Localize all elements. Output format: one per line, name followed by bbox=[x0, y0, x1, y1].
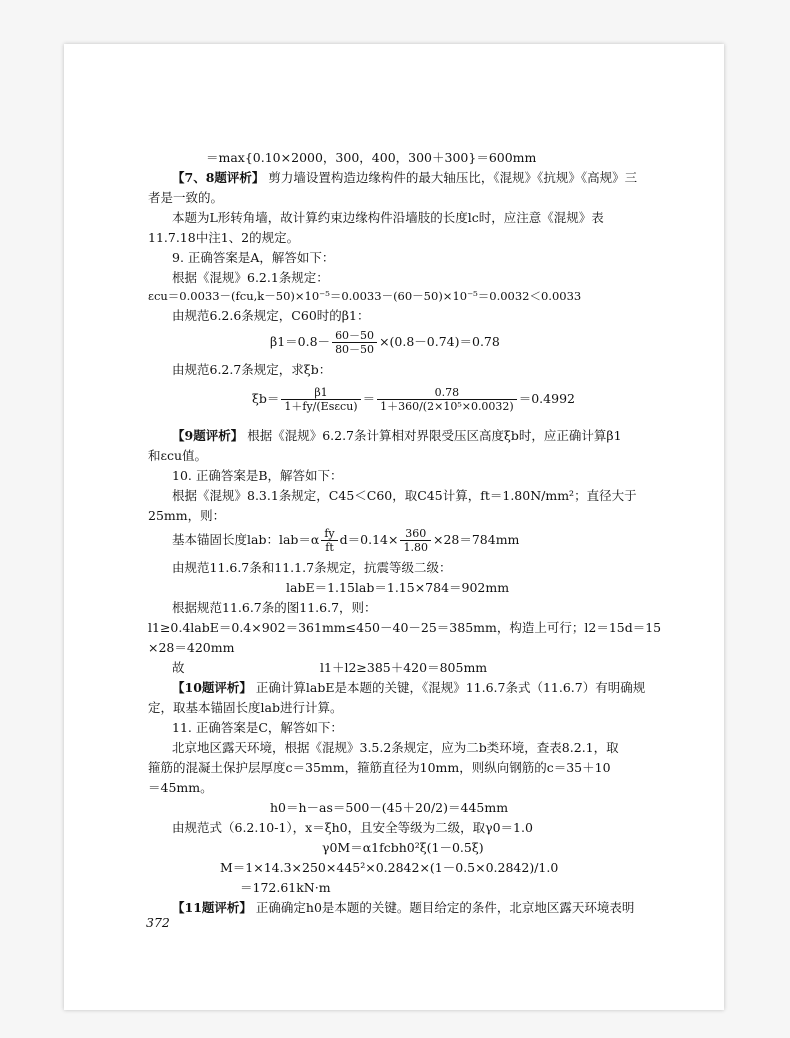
text-line: 根据《混规》8.3.1条规定，C45＜C60，取C45计算，ft＝1.80N/mm²；直径大于 bbox=[172, 488, 637, 503]
page-number: 372 bbox=[146, 915, 170, 930]
text-line: 根据规范11.6.7条的图11.6.7，则： bbox=[172, 600, 377, 615]
text-line: 和εcu值。 bbox=[148, 448, 208, 463]
answer-heading: 9. 正确答案是A，解答如下： bbox=[172, 250, 335, 265]
formula-line: h0＝h－as＝500－(45＋20/2)＝445mm bbox=[270, 800, 509, 815]
fraction: $\frac{\beta 1}{\text{1＋fy/(Esεcu)}}$ bbox=[281, 386, 360, 413]
formula-line: labE＝1.15lab＝1.15×784＝902mm bbox=[286, 580, 510, 595]
formula-part: β1＝0.8－ bbox=[270, 334, 331, 349]
commentary-heading: 【7、8题评析】 bbox=[172, 170, 265, 185]
text-line: ＝max{0.10×2000，300，400，300＋300}＝600mm bbox=[206, 150, 537, 165]
fraction: $\frac{0.78}{\text{1＋360/(2×10⁵×0.0032)}}$ bbox=[377, 386, 517, 413]
text-line: 本题为L形转角墙，故计算约束边缘构件沿墙肢的长度lc时，应注意《混规》表 bbox=[172, 210, 604, 225]
formula-line: εcu＝0.0033－(fcu,k－50)×10⁻⁵＝0.0033－(60－50)×10⁻⁵＝0.0032＜0.0033 bbox=[148, 289, 582, 303]
text-line: 由规范11.6.7条和11.1.7条规定，抗震等级二级： bbox=[172, 560, 452, 575]
formula-line: ＝172.61kN·m bbox=[240, 880, 331, 895]
text-line: 定，取基本锚固长度lab进行计算。 bbox=[148, 700, 343, 715]
formula-line: M＝1×14.3×250×445²×0.2842×(1－0.5×0.2842)/1.0 bbox=[220, 860, 559, 875]
formula-xib bbox=[252, 382, 575, 416]
formula-part: ＝ bbox=[362, 391, 376, 406]
text-line: 由规范式（6.2.10-1），x＝ξh0，且安全等级为二级，取γ0＝1.0 bbox=[172, 820, 533, 835]
formula-part: ＝0.4992 bbox=[518, 391, 575, 406]
text-line: 箍筋的混凝土保护层厚度c＝35mm，箍筋直径为10mm，则纵向钢筋的c＝35＋10 bbox=[148, 760, 611, 775]
text-so: 故 bbox=[172, 660, 185, 675]
commentary-text: 正确确定h0是本题的关键。题目给定的条件，北京地区露天环境表明 bbox=[255, 900, 635, 915]
document-page bbox=[64, 44, 724, 1010]
text-line: 者是一致的。 bbox=[148, 190, 224, 205]
formula-part: d＝0.14× bbox=[339, 532, 399, 547]
commentary-text: 正确计算labE是本题的关键，《混规》11.6.7条式（11.6.7）有明确规 bbox=[255, 680, 646, 695]
text-line: 由规范6.2.7条规定，求ξb： bbox=[172, 362, 332, 377]
formula-part: 基本锚固长度lab：lab＝α bbox=[172, 532, 320, 547]
commentary-heading: 【10题评析】 bbox=[172, 680, 252, 695]
commentary-heading: 【11题评析】 bbox=[172, 900, 252, 915]
text-line: 根据《混规》6.2.1条规定： bbox=[172, 270, 329, 285]
fraction: $\frac{60-50}{80-50}$ bbox=[332, 329, 377, 356]
text-line: 11.7.18中注1、2的规定。 bbox=[148, 230, 300, 245]
text-line: ＝45mm。 bbox=[148, 780, 213, 795]
commentary-text: 剪力墙设置构造边缘构件的最大轴压比，《混规》《抗规》《高规》三 bbox=[268, 170, 638, 185]
formula-line: γ0M＝α1fcbh0²ξ(1－0.5ξ) bbox=[322, 840, 484, 855]
commentary-text: 根据《混规》6.2.7条计算相对界限受压区高度ξb时，应正确计算β1 bbox=[247, 428, 622, 443]
text-line bbox=[172, 900, 634, 916]
answer-heading: 10. 正确答案是B，解答如下： bbox=[172, 468, 343, 483]
formula-part: ξb＝ bbox=[252, 391, 280, 406]
text-line: l1≥0.4labE＝0.4×902＝361mm≤450－40－25＝385mm，构造上可行；l2＝15d＝15 bbox=[148, 620, 662, 635]
text-line bbox=[172, 660, 488, 676]
text-line: 北京地区露天环境，根据《混规》3.5.2条规定，应为二b类环境，查表8.2.1，取 bbox=[172, 740, 619, 755]
text-line: 25mm，则： bbox=[148, 508, 226, 523]
formula-part: ×28＝784mm bbox=[432, 532, 520, 547]
text-line bbox=[172, 170, 637, 186]
text-line: 由规范6.2.6条规定，C60时的β1： bbox=[172, 308, 370, 323]
formula-part: l1＋l2≥385＋420＝805mm bbox=[320, 660, 488, 675]
formula-lab bbox=[172, 526, 519, 554]
fraction: $\frac{360}{1.80}$ bbox=[400, 527, 431, 554]
text-line bbox=[172, 428, 622, 444]
formula-beta1 bbox=[270, 328, 500, 356]
fraction: $\frac{fy}{ft}$ bbox=[321, 527, 337, 554]
text-line: ×28＝420mm bbox=[148, 640, 235, 655]
formula-part: ×(0.8－0.74)＝0.78 bbox=[379, 334, 500, 349]
answer-heading: 11. 正确答案是C，解答如下： bbox=[172, 720, 343, 735]
commentary-heading: 【9题评析】 bbox=[172, 428, 244, 443]
text-line bbox=[172, 680, 645, 696]
